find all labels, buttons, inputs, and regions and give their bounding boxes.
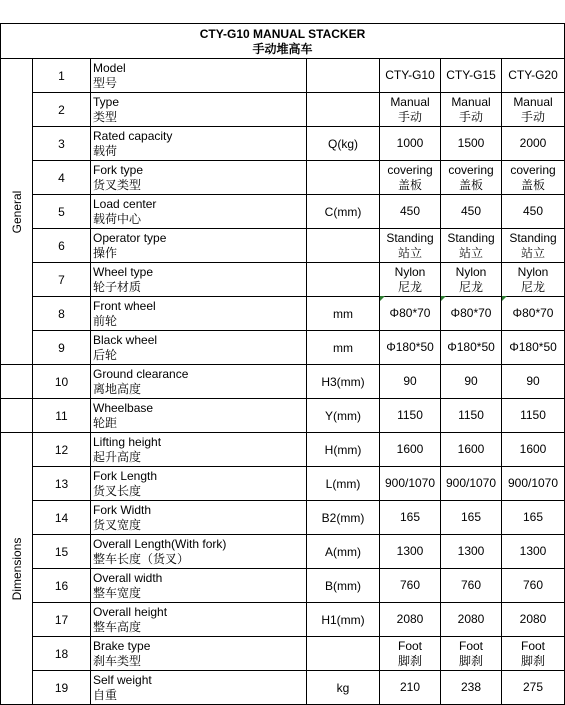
row-number-text: 9 [58,340,65,355]
value-line-1: Φ80*70 [450,306,492,320]
row-number-text: 15 [54,544,69,559]
value-line-2: 盖板 [520,177,545,192]
value-cell [502,195,565,229]
value-cell [380,535,441,569]
value-line-1: 450 [399,204,421,218]
value-cell [380,59,441,93]
value-cell [441,467,502,501]
value-line-1: 238 [460,680,482,694]
row-number-text: 10 [54,374,69,389]
value-line-2: 尼龙 [520,279,545,294]
parameter-name-cn: 后轮 [93,347,118,362]
value-line-1: 2080 [396,612,424,626]
parameter-name-en: Wheelbase [93,400,154,415]
parameter-name-cn: 操作 [93,245,118,260]
value-line-1: Nylon [455,264,487,279]
parameter-name-en: Fork type [93,162,144,177]
value-line-1: 1600 [519,442,547,456]
value-line-2: 手动 [397,109,422,124]
value-cell [441,637,502,671]
value-cell [380,637,441,671]
row-number-text: 12 [54,442,69,457]
value-line-1: 1500 [457,136,485,150]
value-cell [441,263,502,297]
parameter-name [91,433,307,467]
value-line-2: 站立 [520,245,545,260]
value-line-1: Φ80*70 [389,306,431,320]
value-line-1: Foot [458,638,483,653]
row-number-text: 16 [54,578,69,593]
value-cell [502,569,565,603]
row-number [33,297,91,331]
value-cell [380,263,441,297]
value-line-1: covering [510,162,556,177]
parameter-name [91,535,307,569]
value-line-2: 手动 [458,109,483,124]
row-number [33,569,91,603]
value-line-1: 165 [399,510,421,524]
parameter-name-cn: 轮子材质 [93,279,142,294]
value-cell [441,161,502,195]
parameter-unit [307,263,380,297]
unit-text: B(mm) [325,578,361,593]
unit-text: mm [333,340,353,355]
value-line-1: 1300 [396,544,424,558]
parameter-unit [307,365,380,399]
row-number [33,399,91,433]
parameter-name [91,297,307,331]
group-label: Dimensions [9,537,24,600]
value-line-1: 450 [460,204,482,218]
value-cell [441,365,502,399]
parameter-name-cn: 轮距 [93,415,118,430]
parameter-name-en: Fork Length [93,468,158,483]
value-cell [441,93,502,127]
value-cell [380,93,441,127]
row-number [33,127,91,161]
parameter-name-cn: 离地高度 [93,381,142,396]
parameter-name-cn: 载荷 [93,143,118,158]
parameter-name-cn: 型号 [93,75,118,90]
parameter-unit [307,331,380,365]
parameter-name-cn: 自重 [93,687,118,702]
table-header [0,23,565,59]
parameter-name-en: Front wheel [93,298,156,313]
parameter-name [91,263,307,297]
parameter-unit [307,297,380,331]
value-cell [380,195,441,229]
value-line-1: 165 [522,510,544,524]
value-cell [502,161,565,195]
value-cell [441,229,502,263]
parameter-name-cn: 载荷中心 [93,211,142,226]
parameter-name-en: Operator type [93,230,167,245]
unit-text: C(mm) [324,204,362,219]
parameter-unit [307,603,380,637]
parameter-name-en: Overall width [93,570,163,585]
unit-text: mm [333,306,353,321]
row-number-text: 5 [58,204,65,219]
unit-text: kg [336,680,350,695]
parameter-name [91,127,307,161]
value-line-1: 275 [522,680,544,694]
parameter-name-en: Ground clearance [93,366,189,381]
parameter-unit [307,229,380,263]
unit-text: H3(mm) [321,374,365,389]
value-line-1: Nylon [517,264,549,279]
parameter-name-cn: 货叉类型 [93,177,142,192]
row-number-text: 8 [58,306,65,321]
parameter-name-cn: 起升高度 [93,449,142,464]
value-line-1: Manual [451,94,491,109]
value-cell [441,59,502,93]
value-cell [441,569,502,603]
value-cell [502,501,565,535]
value-line-2: 站立 [458,245,483,260]
value-line-1: Φ180*50 [386,340,434,354]
value-line-1: 760 [399,578,421,592]
value-cell [502,433,565,467]
value-cell [441,535,502,569]
parameter-name-cn: 货叉宽度 [93,517,142,532]
parameter-unit [307,569,380,603]
value-line-1: Manual [513,94,553,109]
value-line-1: 900/1070 [384,476,436,490]
parameter-name-en: Fork Width [93,502,152,517]
row-number-text: 18 [54,646,69,661]
parameter-unit [307,637,380,671]
value-line-2: 尼龙 [458,279,483,294]
row-number-text: 4 [58,170,65,185]
value-line-1: 1600 [457,442,485,456]
parameter-name [91,331,307,365]
row-number-text: 6 [58,238,65,253]
value-cell [502,365,565,399]
value-cell [441,331,502,365]
value-line-1: 2080 [519,612,547,626]
parameter-unit [307,535,380,569]
value-line-1: 900/1070 [507,476,559,490]
row-number [33,195,91,229]
value-line-1: Φ180*50 [447,340,495,354]
value-line-1: 90 [464,374,478,388]
row-number-text: 3 [58,136,65,151]
value-line-1: Foot [397,638,422,653]
value-line-1: 760 [460,578,482,592]
value-cell [502,263,565,297]
parameter-name-cn: 前轮 [93,313,118,328]
value-line-1: CTY-G10 [385,68,435,82]
parameter-name [91,161,307,195]
parameter-unit [307,501,380,535]
value-line-1: 1150 [520,408,546,422]
parameter-name-en: Wheel type [93,264,154,279]
value-cell [441,433,502,467]
value-cell [380,467,441,501]
value-line-1: 1300 [457,544,485,558]
parameter-name [91,229,307,263]
group-label: General [9,190,24,233]
value-line-1: Manual [390,94,430,109]
value-line-1: Foot [520,638,545,653]
unit-text: L(mm) [325,476,361,491]
parameter-name-en: Rated capacity [93,128,173,143]
value-cell [441,195,502,229]
parameter-name-en: Overall Length(With fork) [93,536,227,551]
value-cell [502,297,565,331]
row-number [33,263,91,297]
value-line-1: covering [448,162,494,177]
unit-text: Y(mm) [325,408,361,423]
parameter-name-en: Black wheel [93,332,158,347]
value-line-1: 1000 [396,136,424,150]
parameter-name [91,365,307,399]
value-cell [441,297,502,331]
row-number-text: 19 [54,680,69,695]
value-cell [380,433,441,467]
parameter-name-cn: 整车宽度 [93,585,142,600]
value-cell [380,229,441,263]
value-line-2: 手动 [520,109,545,124]
row-number [33,93,91,127]
value-line-2: 盖板 [458,177,483,192]
value-line-2: 脚刹 [520,653,545,668]
value-line-1: 1150 [397,408,423,422]
row-number [33,603,91,637]
parameter-name [91,637,307,671]
parameter-name [91,569,307,603]
row-number-text: 17 [54,612,69,627]
unit-text: A(mm) [325,544,361,559]
row-number [33,59,91,93]
group-cell [0,365,33,399]
parameter-name-cn: 刹车类型 [93,653,142,668]
value-line-1: 760 [522,578,544,592]
value-cell [380,297,441,331]
parameter-unit [307,467,380,501]
value-cell [502,399,565,433]
value-line-1: CTY-G20 [508,68,558,82]
value-cell [380,331,441,365]
value-line-2: 尼龙 [397,279,422,294]
parameter-name-en: Type [93,94,120,109]
unit-text: H1(mm) [321,612,365,627]
value-line-1: CTY-G15 [446,68,496,82]
value-line-1: 2000 [519,136,547,150]
parameter-name-cn: 整车长度（货叉） [93,551,190,566]
value-line-1: 210 [399,680,421,694]
parameter-name-cn: 整车高度 [93,619,142,634]
row-number [33,535,91,569]
table-subtitle: 手动堆高车 [252,42,313,56]
value-cell [441,603,502,637]
row-number-text: 13 [54,476,69,491]
value-cell [380,365,441,399]
row-number-text: 11 [55,408,68,423]
value-line-1: Nylon [394,264,426,279]
group-cell [0,59,33,365]
row-number-text: 2 [58,102,65,117]
value-cell [441,399,502,433]
row-number-text: 1 [58,68,65,83]
value-cell [502,229,565,263]
value-line-1: 2080 [457,612,485,626]
row-number [33,467,91,501]
parameter-unit [307,59,380,93]
parameter-name [91,195,307,229]
value-line-2: 站立 [397,245,422,260]
value-line-1: covering [387,162,433,177]
value-line-2: 盖板 [397,177,422,192]
value-line-2: 脚刹 [458,653,483,668]
row-number [33,433,91,467]
value-line-1: Φ80*70 [512,306,554,320]
value-cell [502,127,565,161]
row-number [33,331,91,365]
value-line-1: 450 [522,204,544,218]
value-line-1: 1600 [396,442,424,456]
group-cell [0,433,33,705]
value-cell [441,501,502,535]
row-number [33,161,91,195]
value-cell [502,637,565,671]
value-line-1: 90 [526,374,540,388]
value-line-1: Standing [509,230,557,245]
unit-text: Q(kg) [328,136,358,151]
parameter-name [91,59,307,93]
parameter-name-en: Lifting height [93,434,162,449]
value-line-1: Standing [386,230,434,245]
value-line-1: 1150 [458,408,484,422]
value-cell [441,127,502,161]
parameter-unit [307,161,380,195]
value-line-1: 900/1070 [445,476,497,490]
parameter-name [91,93,307,127]
unit-text: H(mm) [324,442,362,457]
value-line-1: 90 [403,374,417,388]
value-cell [502,93,565,127]
parameter-unit [307,127,380,161]
parameter-name [91,399,307,433]
value-cell [502,467,565,501]
group-cell [0,399,33,433]
value-line-1: Φ180*50 [509,340,557,354]
row-number-text: 7 [58,272,65,287]
row-number-text: 14 [54,510,69,525]
value-cell [380,161,441,195]
parameter-unit [307,399,380,433]
table-title: CTY-G10 MANUAL STACKER [199,27,366,41]
parameter-name [91,467,307,501]
value-line-2: 脚刹 [397,653,422,668]
value-cell [380,569,441,603]
value-cell [502,535,565,569]
parameter-name-cn: 类型 [93,109,118,124]
parameter-unit [307,93,380,127]
parameter-unit [307,433,380,467]
value-line-1: 165 [460,510,482,524]
parameter-name-en: Load center [93,196,157,211]
value-cell [380,399,441,433]
unit-text: B2(mm) [321,510,365,525]
value-cell [380,127,441,161]
row-number [33,501,91,535]
parameter-name [91,603,307,637]
value-cell [380,501,441,535]
row-number [33,229,91,263]
value-cell [502,331,565,365]
value-line-1: Standing [447,230,495,245]
parameter-name-cn: 货叉长度 [93,483,142,498]
parameter-name-en: Self weight [93,672,152,687]
row-number [33,637,91,671]
value-cell [502,59,565,93]
parameter-unit [307,195,380,229]
value-cell [380,603,441,637]
parameter-name [91,501,307,535]
value-cell [502,603,565,637]
value-line-1: 1300 [519,544,547,558]
parameter-name-en: Model [93,60,126,75]
parameter-name-en: Brake type [93,638,151,653]
row-number [33,365,91,399]
parameter-name-en: Overall height [93,604,168,619]
